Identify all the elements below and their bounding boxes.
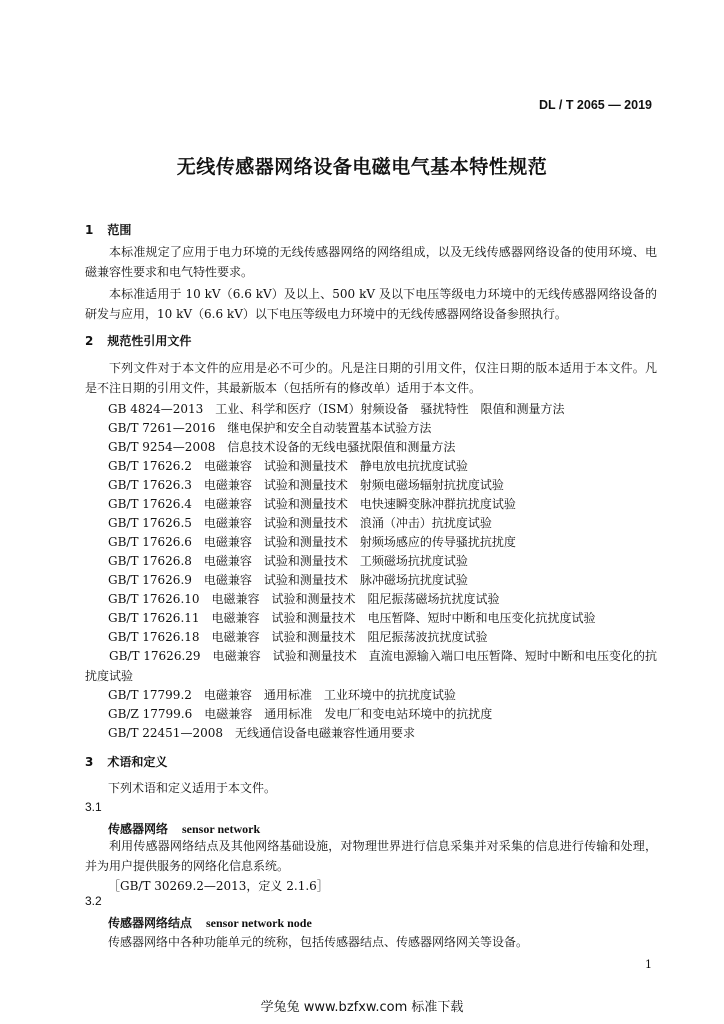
section-number: 3 xyxy=(85,755,94,769)
term-source: ［GB/T 30269.2—2013，定义 2.1.6］ xyxy=(108,879,329,893)
term-definition: 传感器网络中各种功能单元的统称，包括传感器结点、传感器网络网关等设备。 xyxy=(108,935,529,949)
page-number: 1 xyxy=(645,958,652,971)
term-definition: 利用传感器网络结点及其他网络基础设施，对物理世界进行信息采集并对采集的信息进行传输和处理，并为用户提供服务的网络化信息系统。 xyxy=(85,839,657,873)
term-en: sensor network node xyxy=(206,916,312,930)
clause-number: 3.1 xyxy=(85,800,102,814)
reference-item: GB 4824—2013 工业、科学和医疗（ISM）射频设备 骚扰特性 限值和测量方法 xyxy=(108,402,565,416)
paragraph: 本标准适用于 10 kV（6.6 kV）及以上、500 kV 及以下电压等级电力环境中的无线传感器网络设备的研发与应用，10 kV（6.6 kV）以下电压等级电力环境中的无线传感器网络设备参照执行。 xyxy=(85,287,657,321)
reference-item: GB/T 17626.4 电磁兼容 试验和测量技术 电快速瞬变脉冲群抗扰度试验 xyxy=(108,497,516,511)
term-zh: 传感器网络 xyxy=(108,822,169,836)
term-en: sensor network xyxy=(182,822,261,836)
section-title: 术语和定义 xyxy=(107,755,168,769)
term-zh: 传感器网络结点 xyxy=(108,916,193,930)
reference-item: GB/Z 17799.6 电磁兼容 通用标准 发电厂和变电站环境中的抗扰度 xyxy=(108,707,493,721)
section-2-heading xyxy=(85,332,191,349)
reference-item: GB/T 17626.11 电磁兼容 试验和测量技术 电压暂降、短时中断和电压变化抗扰度试验 xyxy=(108,611,596,625)
paragraph: 本标准规定了应用于电力环境的无线传感器网络的网络组成，以及无线传感器网络设备的使用环境、电磁兼容性要求和电气特性要求。 xyxy=(85,245,657,279)
paragraph: 下列术语和定义适用于本文件。 xyxy=(108,781,277,795)
reference-item: GB/T 17626.18 电磁兼容 试验和测量技术 阻尼振荡波抗扰度试验 xyxy=(108,630,488,644)
reference-item: GB/T 17626.6 电磁兼容 试验和测量技术 射频场感应的传导骚扰抗扰度 xyxy=(108,535,516,549)
paragraph: 下列文件对于本文件的应用是必不可少的。凡是注日期的引用文件，仅注日期的版本适用于本文件。凡是不注日期的引用文件，其最新版本（包括所有的修改单）适用于本文件。 xyxy=(85,361,657,395)
reference-item: GB/T 7261—2016 继电保护和安全自动装置基本试验方法 xyxy=(108,421,432,435)
reference-item: GB/T 17626.3 电磁兼容 试验和测量技术 射频电磁场辐射抗扰度试验 xyxy=(108,478,504,492)
reference-item: GB/T 22451—2008 无线通信设备电磁兼容性通用要求 xyxy=(108,726,415,740)
reference-item: GB/T 17626.8 电磁兼容 试验和测量技术 工频磁场抗扰度试验 xyxy=(108,554,468,568)
reference-item: GB/T 17626.2 电磁兼容 试验和测量技术 静电放电抗扰度试验 xyxy=(108,459,468,473)
document-number: DL / T 2065 — 2019 xyxy=(538,98,652,112)
section-number: 2 xyxy=(85,334,94,348)
section-title: 范围 xyxy=(107,223,132,237)
section-number: 1 xyxy=(85,223,94,237)
reference-item: GB/T 17626.5 电磁兼容 试验和测量技术 浪涌（冲击）抗扰度试验 xyxy=(108,516,492,530)
reference-item: GB/T 17626.10 电磁兼容 试验和测量技术 阻尼振荡磁场抗扰度试验 xyxy=(108,592,500,606)
term-heading xyxy=(108,820,260,837)
footer-watermark: 学兔兔 www.bzfxw.com 标准下载 xyxy=(260,1000,464,1015)
section-3-heading xyxy=(85,753,167,770)
document-title: 无线传感器网络设备电磁电气基本特性规范 xyxy=(176,156,548,178)
term-heading xyxy=(108,914,312,931)
reference-item-long: GB/T 17626.29 电磁兼容 试验和测量技术 直流电源输入端口电压暂降、短时中断和电压变化的抗扰度试验 xyxy=(85,649,657,683)
reference-item: GB/T 9254—2008 信息技术设备的无线电骚扰限值和测量方法 xyxy=(108,440,456,454)
section-title: 规范性引用文件 xyxy=(107,334,192,348)
reference-item: GB/T 17626.9 电磁兼容 试验和测量技术 脉冲磁场抗扰度试验 xyxy=(108,573,468,587)
section-1-heading xyxy=(85,221,131,238)
reference-item: GB/T 17799.2 电磁兼容 通用标准 工业环境中的抗扰度试验 xyxy=(108,688,456,702)
clause-number: 3.2 xyxy=(85,894,102,908)
